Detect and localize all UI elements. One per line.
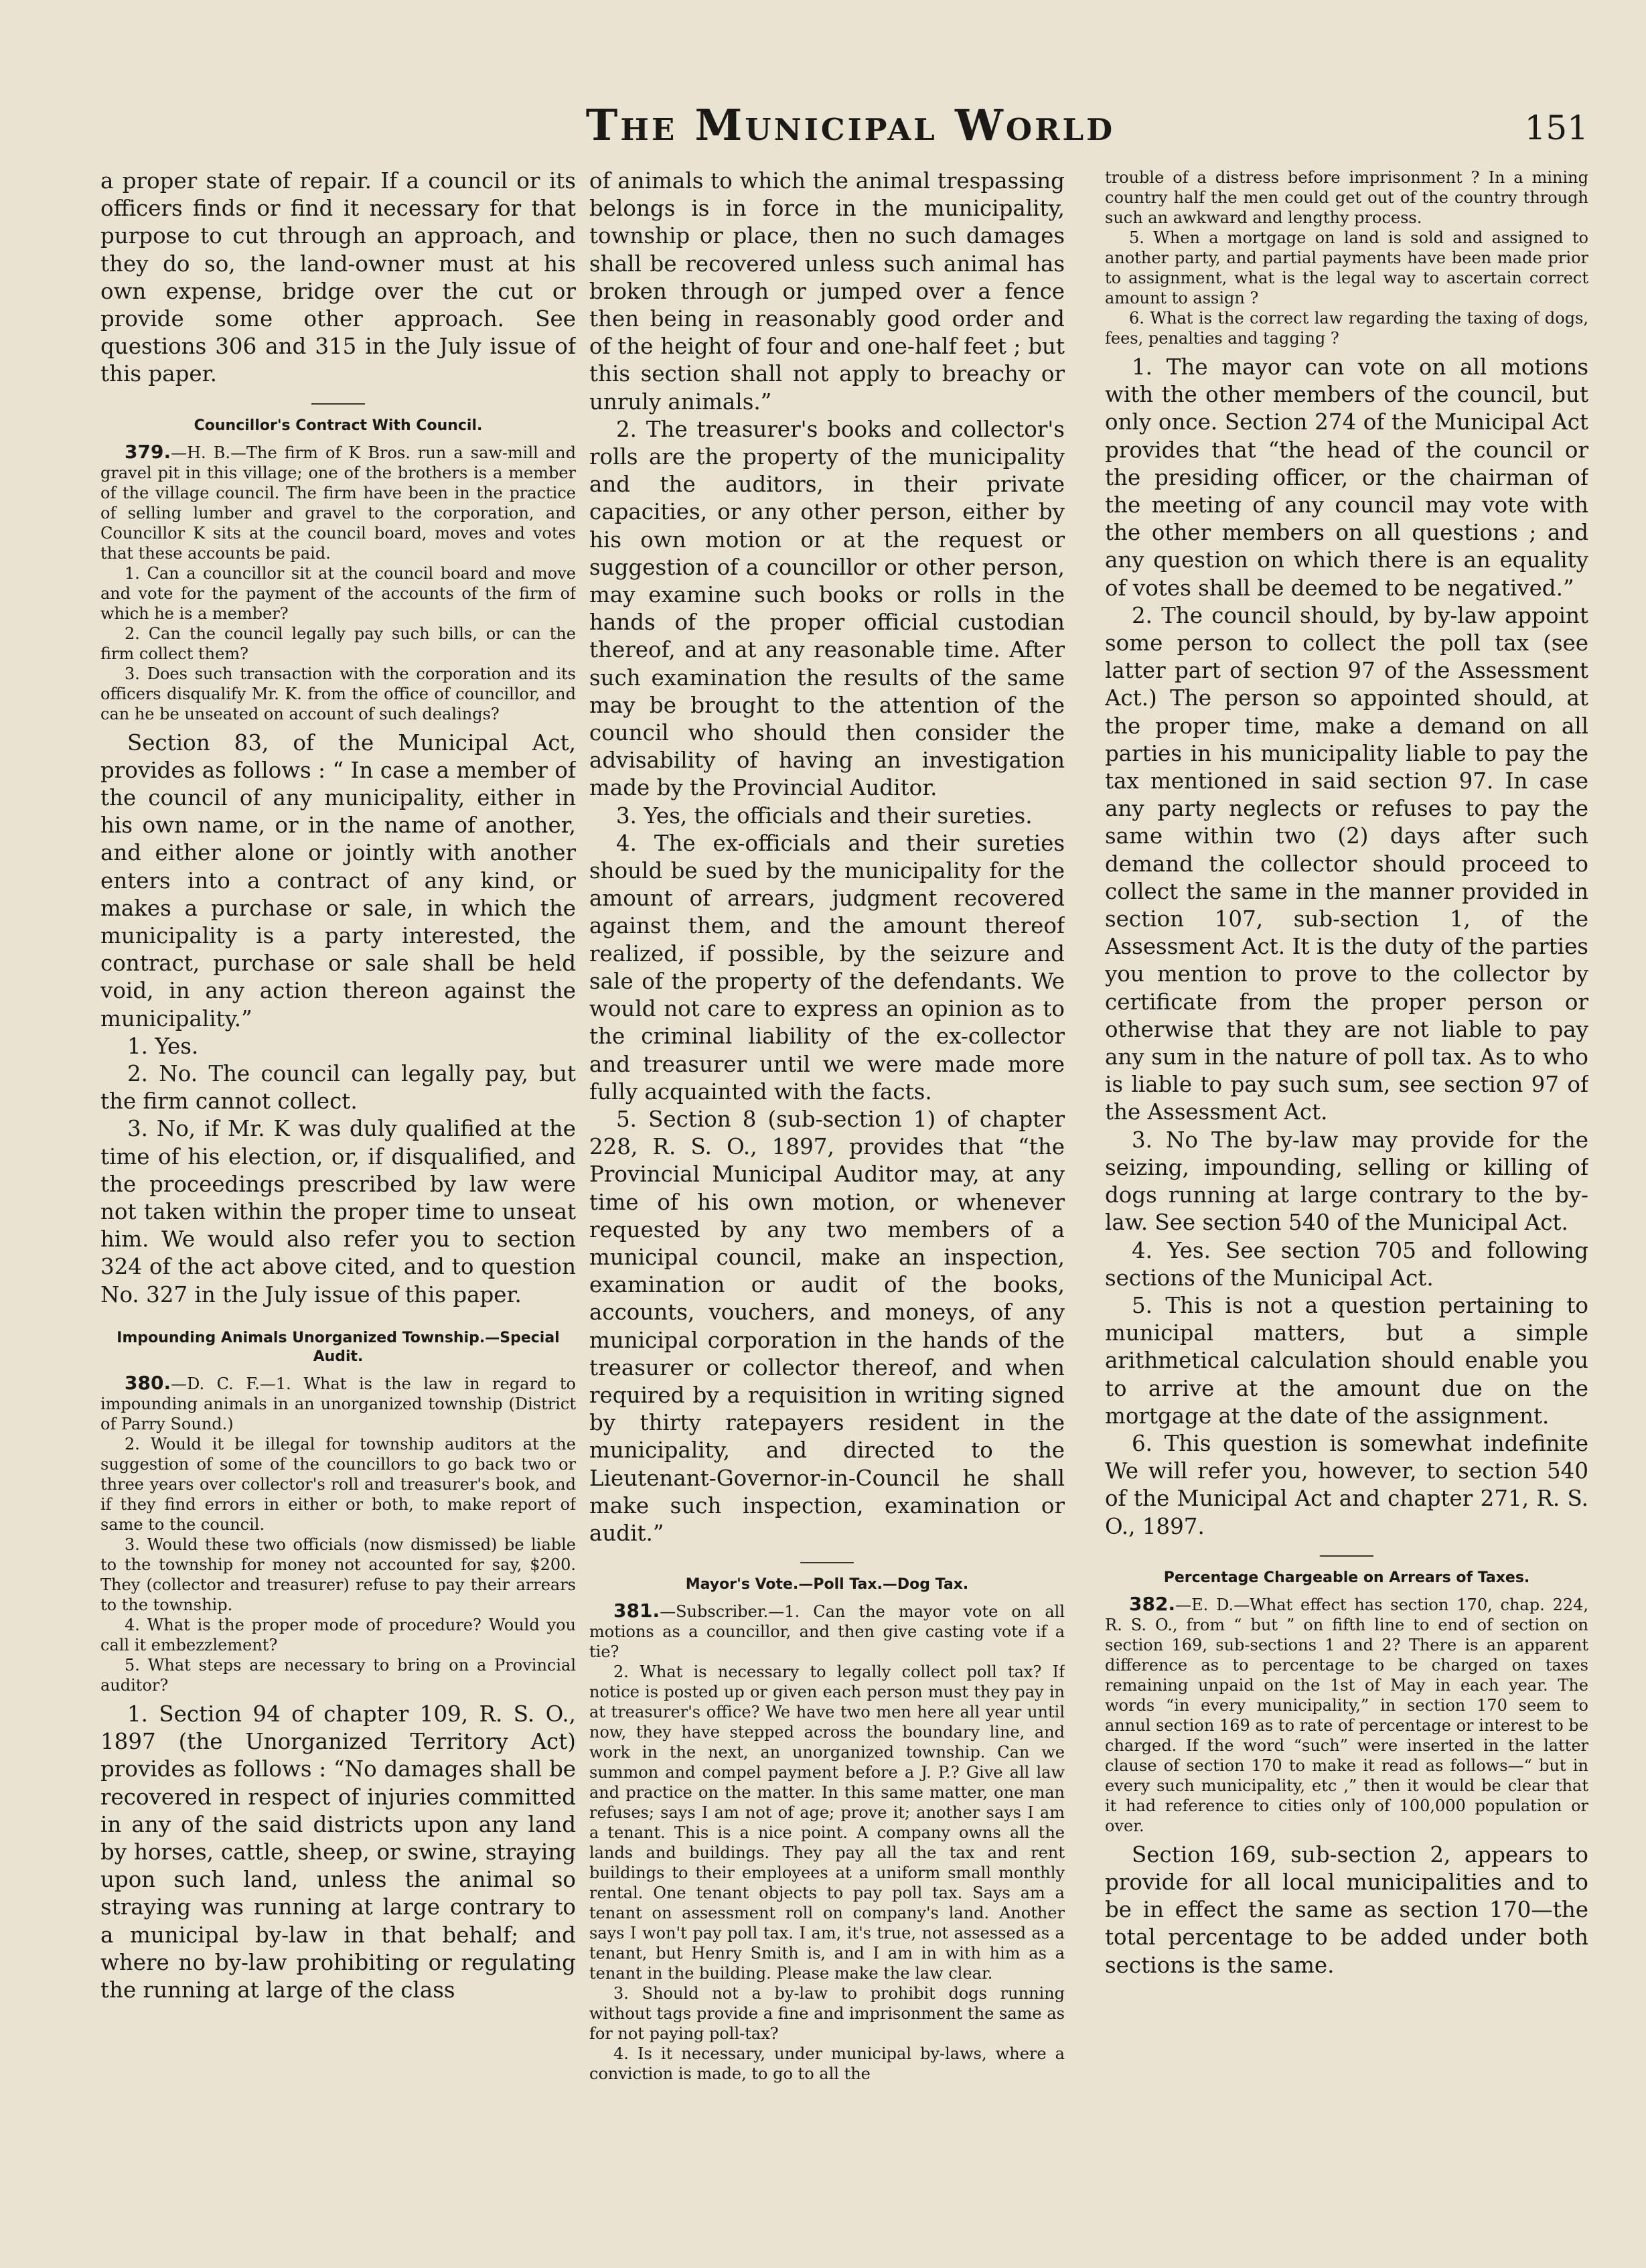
- publication-title: The Municipal World: [585, 100, 1116, 151]
- heading-382: Percentage Chargeable on Arrears of Taxes.: [1163, 1569, 1530, 1586]
- question-380: 380.—D. C. F.—1. What is the law in regard to impounding animals in an unorganized township (District of Parry Sound.): [100, 1371, 576, 1433]
- column-3: [1105, 167, 1588, 2237]
- divider: [311, 403, 365, 405]
- question-381-5: 5. When a mortgage on land is sold and assigned to another party, and partial payments have been made prior to assignment, what is the legal way to ascertain correct amount to assign ?: [1105, 228, 1588, 307]
- divider: [800, 1562, 854, 1563]
- heading-381: Mayor's Vote.—Poll Tax.—Dog Tax.: [685, 1576, 969, 1593]
- answer-381-6: 6. This question is somewhat indefinite We will refer you, however, to section 540 of the Municipal Act and chapter 271, R. S. O., 1897.: [1105, 1430, 1588, 1539]
- answer-381-4: 4. Yes. See section 705 and following sections of the Municipal Act.: [1105, 1237, 1588, 1291]
- heading-379: Councillor's Contract With Council.: [194, 417, 483, 434]
- answer-381-2: 2. The council should, by by-law appoint some person to collect the poll tax (see latter part of section 97 of the Assessment Act.) The person so appointed should, at the proper time, make a demand on all parties in his municipality liable to pay the tax mentioned in said section 97. In case any party neglects or refuses to pay the same within two (2) days after such demand the collector should proceed to collect the same in the manner provided in section 107, sub-section 1, of the Assessment Act. It is the duty of the parties you mention to prove to the collector by certificate from the proper person or otherwise that they are not liable to pay any sum in the nature of poll tax. As to who is liable to pay such sum, see section 97 of the Assessment Act.: [1105, 602, 1588, 1125]
- question-379-1: 1. Can a councillor sit at the council board and move and vote for the payment of the accounts of the firm of which he is a member?: [100, 563, 576, 623]
- question-379-3: 3. Does such transaction with the corporation and its officers disqualify Mr. K. from the office of councillor, and can he be unseated on account of such dealings?: [100, 664, 576, 723]
- question-381-2: 2. What is necessary to legally collect poll tax? If notice is posted up or given each person must they pay in at treasurer's office? We have two men here all year until now, they have stepped across the boundary line, and work in the next, an unorganized township. Can we summon and compel payment before a J. P.? Give all law and practice on the matter. In this same matter, one man refuses; says I am not of age; prove it; another says I am a tenant. This is a nice point. A company owns all the lands and buildings. They pay all the tax and rent buildings to their employees at a uniform small monthly rental. One tenant objects to pay poll tax. Says am a tenant on assessment roll on company's land. Another says I won't pay poll tax. I am, it's true, not assessed as a tenant, but Henry Smith is, and I am in with him as a tenant in the building. Please make the law clear.: [589, 1662, 1065, 1983]
- question-380-3: 3. Would these two officials (now dismissed) be liable to the township for money not accounted for say, $200. They (collector and treasurer) refuse to pay their arrears to the township.: [100, 1535, 576, 1614]
- answer-381-1: 1. The mayor can vote on all motions with the other members of the council, but only once. Section 274 of the Municipal Act provides that “the head of the council or the presiding officer, or the chairman of the meeting of any council may vote with the other members on all questions ; and any question on which there is an equality of votes shall be deemed to be negatived.”: [1105, 354, 1588, 601]
- answer-381-3: 3. No The by-law may provide for the seizing, impounding, selling or killing of dogs running at large contrary to the by-law. See section 540 of the Municipal Act.: [1105, 1127, 1588, 1236]
- question-number: 380.: [125, 1371, 171, 1394]
- answer-380-4: 4. The ex-officials and their sureties should be sued by the municipality for the amount of arrears, judgment recovered against them, and the amount thereof realized, if possible, by the seizure and sale of the property of the defendants. We would not care to express an opinion as to the criminal liability of the ex-collector and treasurer until we were made more fully acquainted with the facts.: [589, 830, 1065, 1105]
- question-380-2: 2. Would it be illegal for township auditors at the suggestion of some of the councillors to go back two or three years over collector's roll and treasurer's book, and if they find errors in either or both, to make report of same to the council.: [100, 1434, 576, 1534]
- answer-382: Section 169, sub-section 2, appears to provide for all local municipalities and to be in effect the same as section 170—the total percentage to be added under both sections is the same.: [1105, 1841, 1588, 1978]
- question-382: 382.—E. D.—What effect has section 170, chap. 224, R. S. O., from “ but ” on fifth line to end of section on section 169, sub-sections 1 and 2? There is an apparent difference as to percentage to be charged on taxes remaining unpaid on the 1st of May in each year. The words “in every municipality,” in section 170 seem to annul section 169 as to rate of percentage or interest to be charged. If the word “such” were inserted in the latter clause of section 170 to make it read as follows—“ but in every such municipality, etc ,” then it would be clear that it had reference to cities only of 100,000 population or over.: [1105, 1592, 1588, 1835]
- heading-380: Impounding Animals Unorganized Township.—Special Audit.: [117, 1329, 560, 1365]
- question-381-4: 4. Is it necessary, under municipal by-laws, where a conviction is made, to go to all the: [589, 2044, 1065, 2084]
- answer-380-3: 3. Yes, the officials and their sureties.: [616, 802, 1033, 829]
- answer-379-1: 1. Yes.: [127, 1033, 199, 1059]
- page-number: 151: [1524, 109, 1588, 147]
- answer-379-3: 3. No, if Mr. K was duly qualified at the time of his election, or, if disqualified, and the proceedings prescribed by law were not taken within the proper time to unseat him. We would also refer you to section 324 of the act above cited, and to question No. 327 in the July issue of this paper.: [100, 1116, 576, 1307]
- question-number: 381.: [613, 1600, 660, 1622]
- answer-380-1-continued: of animals to which the animal trespassing belongs is in force in the municipality, township or place, then no such damages shall be recovered unless such animal has broken through or jumped over a fence then being in reasonably good order and of the height of four and one-half feet ; but this section shall not apply to breachy or unruly animals.”: [589, 168, 1065, 415]
- question-number: 382.: [1129, 1592, 1176, 1615]
- paragraph-intro: a proper state of repair. If a council or its officers finds or find it necessary for that purpose to cut through an approach, and they do so, the land-owner must at his own expense, bridge over the cut or provide some other approach. See questions 306 and 315 in the July issue of this paper.: [100, 168, 576, 387]
- question-number: 379.: [125, 440, 171, 463]
- masthead: [0, 100, 1646, 161]
- question-380-5: 5. What steps are necessary to bring on a Provincial auditor?: [100, 1655, 576, 1695]
- question-379: 379.—H. B.—The firm of K Bros. run a saw-mill and gravel pit in this village; one of the brothers is a member of the village council. The firm have been in the practice of selling lumber and gravel to the corporation, and Councillor K sits at the council board, moves and votes that these accounts be paid.: [100, 440, 576, 563]
- column-2: [589, 167, 1065, 2237]
- question-381-4-continued: trouble of a distress before imprisonment ? In a mining country half the men could get out of the country through such an awkward and lengthy process.: [1105, 168, 1588, 227]
- answer-379-intro: Section 83, of the Municipal Act, provides as follows : “ In case a member of the council of any municipality, either in his own name, or in the name of another, and either alone or jointly with another enters into a contract of any kind, or makes a purchase or sale, in which the municipality is a party interested, the contract, purchase or sale shall be held void, in any action thereon against the municipality.”: [100, 729, 576, 1032]
- divider: [1320, 1555, 1373, 1557]
- question-381-6: 6. What is the correct law regarding the taxing of dogs, fees, penalties and tagging ?: [1105, 309, 1588, 348]
- answer-380-1: 1. Section 94 of chapter 109, R. S. O., 1897 (the Unorganized Territory Act) provides as follows : “No damages shall be recovered in respect of injuries committed in any of the said districts upon any land by horses, cattle, sheep, or swine, straying upon such land, unless the animal so straying was running at large contrary to a municipal by-law in that behalf; and where no by-law prohibiting or regulating the running at large of the class: [100, 1701, 576, 2003]
- answer-380-5: 5. Section 8 (sub-section 1) of chapter 228, R. S. O., 1897, provides that “the Provincial Municipal Auditor may, at any time of his own motion, or whenever requested by any two members of a municipal council, make an inspection, examination or audit of the books, accounts, vouchers, and moneys, of any municipal corporation in the hands of the treasurer or collector thereof, and when required by a requisition in writing signed by thirty ratepayers resident in the municipality, and directed to the Lieutenant-Governor-in-Council he shall make such inspection, examination or audit.”: [589, 1106, 1065, 1546]
- column-1: [100, 167, 576, 2237]
- question-379-2: 2. Can the council legally pay such bills, or can the firm collect them?: [100, 624, 576, 663]
- answer-380-2: 2. The treasurer's books and collector's rolls are the property of the municipality and the auditors, in their private capacities, or any other person, either by his own motion or at the request or suggestion of a councillor or other person, may examine such books or rolls in the hands of the proper official custodian thereof, and at any reasonable time. After such examination the results of the same may be brought to the attention of the council who should then consider the advisability of having an investigation made by the Provincial Auditor.: [589, 416, 1065, 801]
- question-381: 381.—Subscriber.—1. Can the mayor vote on all motions as a councillor, and then give casting vote if a tie?: [589, 1600, 1065, 1662]
- answer-381-5: 5. This is not a question pertaining to municipal matters, but a simple arithmetical calculation should enable you to arrive at the amount due on the mortgage at the date of the assignment.: [1105, 1292, 1588, 1429]
- question-380-4: 4. What is the proper mode of procedure? Would you call it embezzlement?: [100, 1615, 576, 1654]
- question-381-3: 3. Should not a by-law to prohibit dogs running without tags provide a fine and imprisonment the same as for not paying poll-tax?: [589, 1984, 1065, 2044]
- answer-379-2: 2. No. The council can legally pay, but the firm cannot collect.: [100, 1061, 576, 1115]
